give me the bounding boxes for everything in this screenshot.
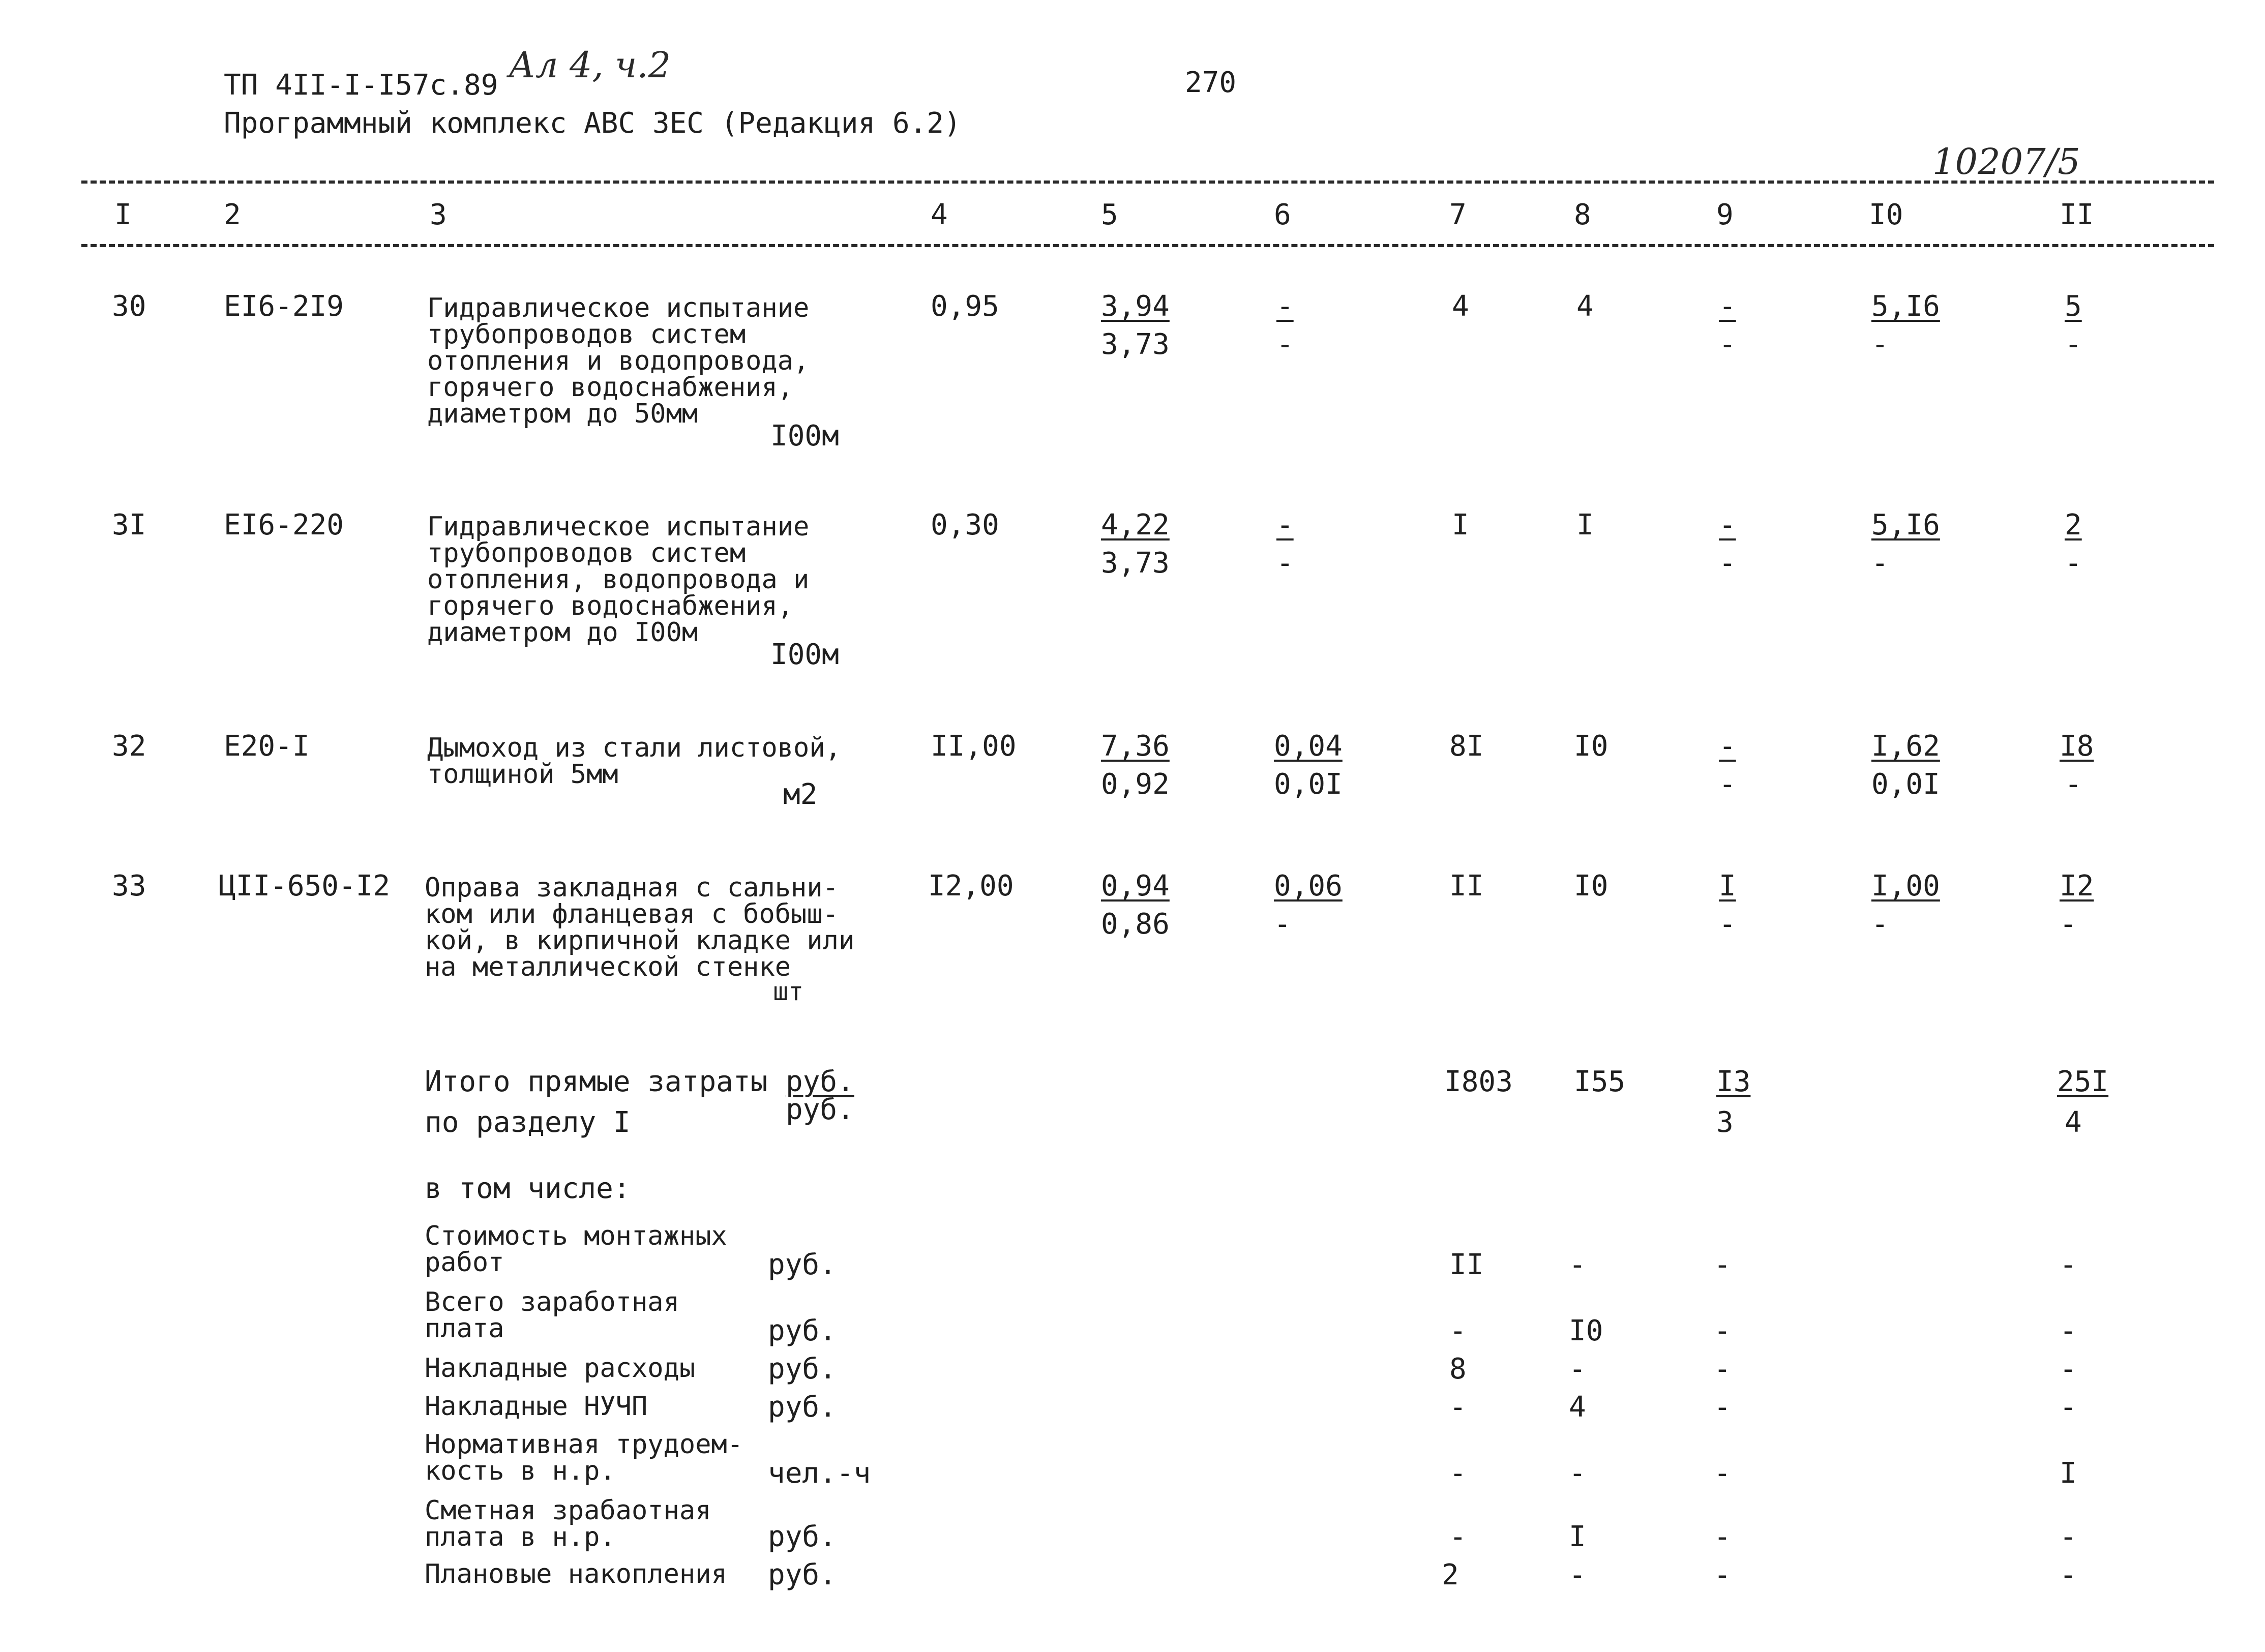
- breakdown-cell-9: -: [1714, 1520, 1731, 1553]
- cell-10-top: I,62: [1871, 730, 1940, 763]
- row-quantity: 0,30: [931, 508, 999, 542]
- cell-10-bottom: -: [1871, 908, 1889, 941]
- cell-5-bottom: 0,86: [1101, 908, 1170, 941]
- totals-cell-9-top: I3: [1716, 1065, 1751, 1098]
- cell-9-bottom: -: [1719, 328, 1736, 361]
- cell-5-top: 3,94: [1101, 290, 1170, 323]
- breakdown-cell-9: -: [1714, 1314, 1731, 1347]
- cell-5-bottom: 3,73: [1101, 547, 1170, 580]
- cell-11-top: I2: [2060, 869, 2094, 903]
- breakdown-cell-7: 2: [1442, 1558, 1459, 1591]
- row-description: Гидравлическое испытание трубопроводов систем отопления и водопровода, горячего водоснабжения, диаметром до 50мм: [427, 293, 810, 429]
- cell-8: I: [1576, 508, 1594, 542]
- col-4: 4: [931, 198, 948, 231]
- page-number: 270: [1185, 66, 1237, 99]
- col-8: 8: [1574, 198, 1591, 231]
- breakdown-cell-11: -: [2060, 1391, 2077, 1424]
- cell-5-bottom: 3,73: [1101, 328, 1170, 361]
- breakdown-cell-7: 8: [1449, 1353, 1467, 1386]
- totals-unit-2: руб.: [786, 1093, 854, 1126]
- breakdown-unit: чел.-ч: [768, 1457, 871, 1490]
- row-code: EI6-220: [224, 508, 344, 542]
- cell-9-top: -: [1719, 730, 1736, 763]
- breakdown-unit: руб.: [768, 1391, 837, 1424]
- breakdown-cell-8: -: [1569, 1248, 1586, 1281]
- col-1: I: [114, 198, 132, 231]
- cell-10-bottom: -: [1871, 547, 1889, 580]
- cell-7: II: [1449, 869, 1484, 903]
- breakdown-cell-11: I: [2060, 1457, 2077, 1490]
- col-7: 7: [1449, 198, 1467, 231]
- cell-6-top: -: [1276, 508, 1294, 542]
- breakdown-label: Всего заработная плата: [425, 1287, 679, 1344]
- handwritten-ref: Ал 4, ч.2: [509, 44, 671, 86]
- breakdown-cell-9: -: [1714, 1353, 1731, 1386]
- doc-code: ТП 4II-I-I57с.89: [224, 69, 498, 102]
- col-6: 6: [1274, 198, 1291, 231]
- breakdown-cell-7: -: [1449, 1314, 1467, 1347]
- totals-cell-9-bottom: 3: [1716, 1106, 1734, 1139]
- breakdown-cell-11: -: [2060, 1520, 2077, 1553]
- cell-6-top: 0,04: [1274, 730, 1343, 763]
- breakdown-cell-9: -: [1714, 1248, 1731, 1281]
- header-top-rule: [81, 181, 2214, 184]
- breakdown-cell-8: -: [1569, 1353, 1586, 1386]
- cell-10-bottom: 0,0I: [1871, 768, 1940, 801]
- breakdown-cell-8: 4: [1569, 1391, 1586, 1424]
- col-11: II: [2060, 198, 2094, 231]
- cell-9-top: I: [1719, 869, 1736, 903]
- program-title: Программный комплекс АВС 3ЕС (Редакция 6.2): [224, 107, 961, 140]
- col-9: 9: [1716, 198, 1734, 231]
- breakdown-cell-8: I: [1569, 1520, 1586, 1553]
- row-unit: м2: [783, 778, 818, 811]
- cell-8: I0: [1574, 869, 1608, 903]
- cell-11-bottom: -: [2065, 768, 2082, 801]
- breakdown-cell-7: -: [1449, 1457, 1467, 1490]
- cell-9-top: -: [1719, 290, 1736, 323]
- cell-6-bottom: -: [1276, 328, 1294, 361]
- cell-6-top: -: [1276, 290, 1294, 323]
- cell-11-top: 2: [2065, 508, 2082, 542]
- row-description: Оправа закладная с сальни- ком или фланцевая с бобыш- кой, в кирпичной кладке или на металлической стенке: [425, 873, 855, 982]
- row-quantity: I2,00: [928, 869, 1014, 903]
- col-10: I0: [1869, 198, 1903, 231]
- cell-9-bottom: -: [1719, 768, 1736, 801]
- row-description: Дымоход из стали листовой, толщиной 5мм: [427, 733, 841, 790]
- row-quantity: 0,95: [931, 290, 999, 323]
- cell-11-bottom: -: [2065, 547, 2082, 580]
- breakdown-cell-7: -: [1449, 1520, 1467, 1553]
- breakdown-cell-8: I0: [1569, 1314, 1603, 1347]
- row-code: E20-I: [224, 730, 310, 763]
- row-unit: шт: [773, 977, 804, 1006]
- totals-cell-7: I803: [1444, 1065, 1513, 1098]
- cell-8: 4: [1576, 290, 1594, 323]
- row-unit: I00м: [770, 638, 839, 671]
- cell-5-top: 0,94: [1101, 869, 1170, 903]
- cell-9-bottom: -: [1719, 908, 1736, 941]
- cell-10-top: I,00: [1871, 869, 1940, 903]
- breakdown-cell-7: -: [1449, 1391, 1467, 1424]
- breakdown-cell-9: -: [1714, 1457, 1731, 1490]
- row-number: 30: [112, 290, 146, 323]
- cell-6-bottom: -: [1274, 908, 1291, 941]
- cell-8: I0: [1574, 730, 1608, 763]
- breakdown-label: Накладные НУЧП: [425, 1391, 648, 1422]
- row-description: Гидравлическое испытание трубопроводов систем отопления, водопровода и горячего водоснабжения, диаметром до I00м: [427, 512, 810, 648]
- breakdown-cell-9: -: [1714, 1558, 1731, 1591]
- handwritten-doc-number: 10207/5: [1932, 141, 2080, 183]
- breakdown-cell-8: -: [1569, 1457, 1586, 1490]
- row-number: 3I: [112, 508, 146, 542]
- breakdown-cell-8: -: [1569, 1558, 1586, 1591]
- cell-7: 4: [1452, 290, 1469, 323]
- breakdown-label: Плановые накопления: [425, 1559, 727, 1589]
- breakdown-unit: руб.: [768, 1248, 837, 1281]
- totals-unit-1: руб.: [786, 1065, 854, 1098]
- row-unit: I00м: [770, 419, 839, 453]
- cell-10-top: 5,I6: [1871, 508, 1940, 542]
- cell-6-top: 0,06: [1274, 869, 1343, 903]
- totals-cell-11-bottom: 4: [2065, 1106, 2082, 1139]
- cell-5-top: 7,36: [1101, 730, 1170, 763]
- col-3: 3: [430, 198, 447, 231]
- cell-7: 8I: [1449, 730, 1484, 763]
- breakdown-cell-11: -: [2060, 1353, 2077, 1386]
- cell-11-bottom: -: [2060, 908, 2077, 941]
- breakdown-label: Накладные расходы: [425, 1353, 696, 1384]
- cell-10-bottom: -: [1871, 328, 1889, 361]
- breakdown-cell-9: -: [1714, 1391, 1731, 1424]
- breakdown-unit: руб.: [768, 1558, 837, 1591]
- breakdown-label: Сметная зрабаотная плата в н.р.: [425, 1495, 711, 1552]
- cell-9-bottom: -: [1719, 547, 1736, 580]
- cell-5-bottom: 0,92: [1101, 768, 1170, 801]
- cell-11-top: 5: [2065, 290, 2082, 323]
- cell-11-top: I8: [2060, 730, 2094, 763]
- breakdown-unit: руб.: [768, 1520, 837, 1553]
- breakdown-unit: руб.: [768, 1353, 837, 1386]
- breakdown-cell-11: -: [2060, 1558, 2077, 1591]
- cell-6-bottom: -: [1276, 547, 1294, 580]
- including-label: в том числе:: [425, 1172, 631, 1205]
- col-5: 5: [1101, 198, 1118, 231]
- cell-10-top: 5,I6: [1871, 290, 1940, 323]
- breakdown-cell-11: -: [2060, 1248, 2077, 1281]
- row-code: ЦII-650-I2: [219, 869, 391, 903]
- cell-9-top: -: [1719, 508, 1736, 542]
- header-bottom-rule: [81, 244, 2214, 247]
- breakdown-label: Нормативная трудоем- кость в н.р.: [425, 1429, 743, 1486]
- row-code: EI6-2I9: [224, 290, 344, 323]
- col-2: 2: [224, 198, 241, 231]
- totals-cell-11-top: 25I: [2057, 1065, 2109, 1098]
- totals-label-2: по разделу I: [425, 1106, 631, 1139]
- row-number: 33: [112, 869, 146, 903]
- breakdown-cell-7: II: [1449, 1248, 1484, 1281]
- row-number: 32: [112, 730, 146, 763]
- breakdown-cell-11: -: [2060, 1314, 2077, 1347]
- totals-label-1: Итого прямые затраты: [425, 1065, 768, 1098]
- totals-cell-8: I55: [1574, 1065, 1626, 1098]
- cell-11-bottom: -: [2065, 328, 2082, 361]
- row-quantity: II,00: [931, 730, 1017, 763]
- cell-6-bottom: 0,0I: [1274, 768, 1343, 801]
- breakdown-unit: руб.: [768, 1314, 837, 1347]
- breakdown-label: Стоимость монтажных работ: [425, 1221, 727, 1278]
- cell-5-top: 4,22: [1101, 508, 1170, 542]
- cell-7: I: [1452, 508, 1469, 542]
